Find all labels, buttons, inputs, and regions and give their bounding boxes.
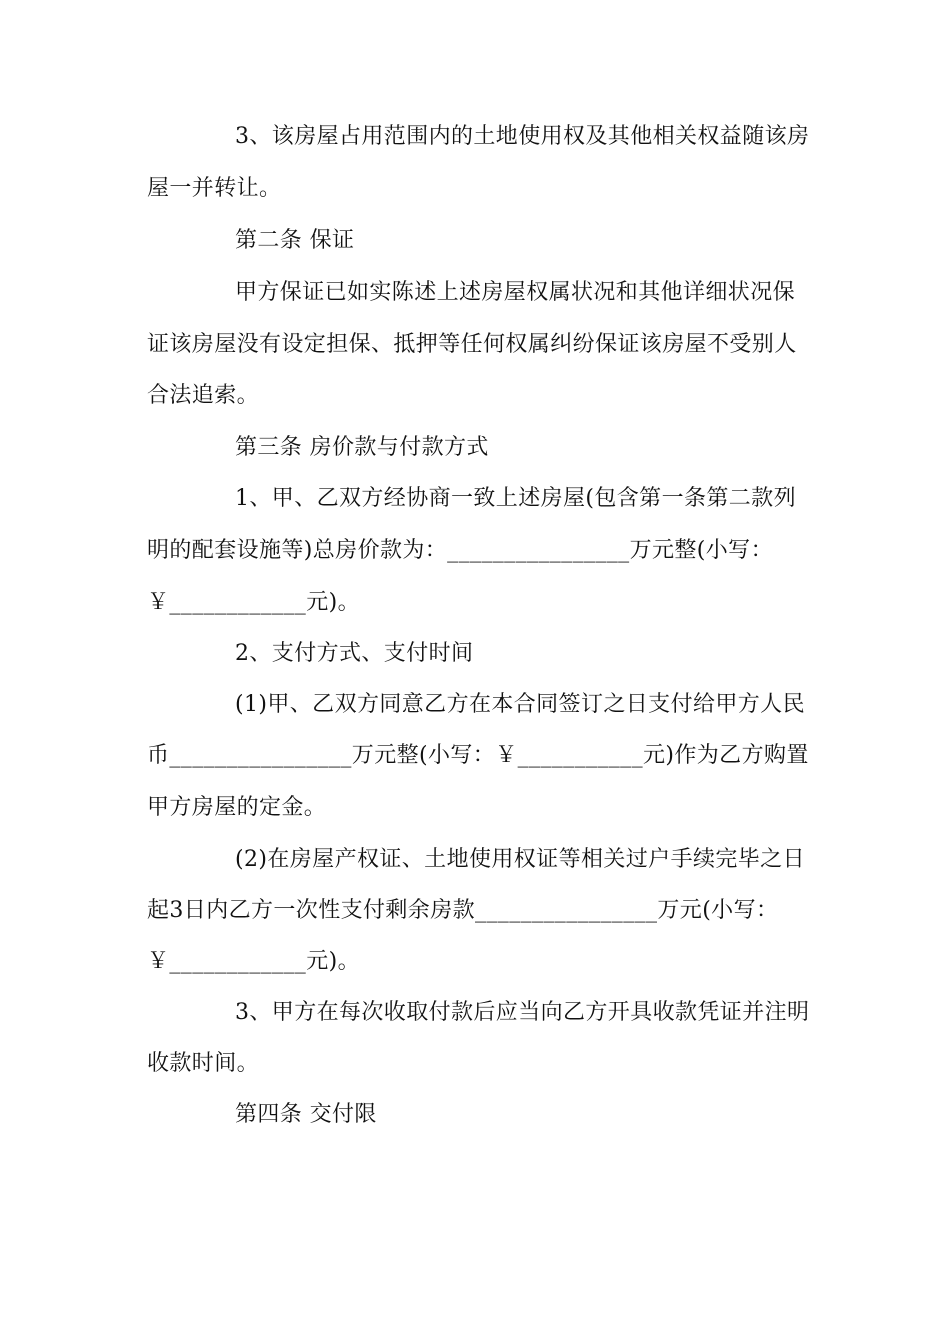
- clause-3-item-3-line-1: 3、甲方在每次收取付款后应当向乙方开具收款凭证并注明: [235, 1000, 810, 1025]
- clause-3-item-1-line-3: ￥____________元)。: [147, 590, 360, 615]
- clause-3-item-2-sub-1-line-3: 甲方房屋的定金。: [147, 795, 327, 820]
- clause-2-paragraph-line-3: 合法追索。: [147, 383, 260, 408]
- clause-2-heading: 第二条 保证: [235, 228, 355, 253]
- clause-3-item-1-line-2: 明的配套设施等)总房价款为：________________万元整(小写：: [147, 538, 773, 563]
- clause-2-paragraph-line-1: 甲方保证已如实陈述上述房屋权属状况和其他详细状况保: [235, 280, 796, 305]
- clause-3-item-2-sub-2-line-2: 起3日内乙方一次性支付剩余房款________________万元(小写：: [147, 898, 779, 923]
- clause-3-item-2-heading: 2、支付方式、支付时间: [235, 641, 474, 666]
- clause-3-item-2-sub-2-line-1: (2)在房屋产权证、土地使用权证等相关过户手续完毕之日: [235, 847, 805, 872]
- clause-3-item-2-sub-2-line-3: ￥____________元)。: [147, 949, 360, 974]
- clause-4-heading: 第四条 交付限: [235, 1102, 377, 1127]
- clause-3-item-2-sub-1-line-1: (1)甲、乙双方同意乙方在本合同签订之日支付给甲方人民: [235, 692, 805, 717]
- clause-1-item-3-line-2: 屋一并转让。: [147, 176, 282, 201]
- clause-3-item-2-sub-1-line-2: 币________________万元整(小写：￥___________元)作为乙方购置: [147, 743, 809, 768]
- clause-3-heading: 第三条 房价款与付款方式: [235, 435, 489, 460]
- clause-1-item-3-line-1: 3、该房屋占用范围内的土地使用权及其他相关权益随该房: [235, 124, 810, 149]
- clause-3-item-1-line-1: 1、甲、乙双方经协商一致上述房屋(包含第一条第二款列: [235, 486, 796, 511]
- clause-3-item-3-line-2: 收款时间。: [147, 1051, 260, 1076]
- clause-2-paragraph-line-2: 证该房屋没有设定担保、抵押等任何权属纠纷保证该房屋不受别人: [147, 332, 797, 357]
